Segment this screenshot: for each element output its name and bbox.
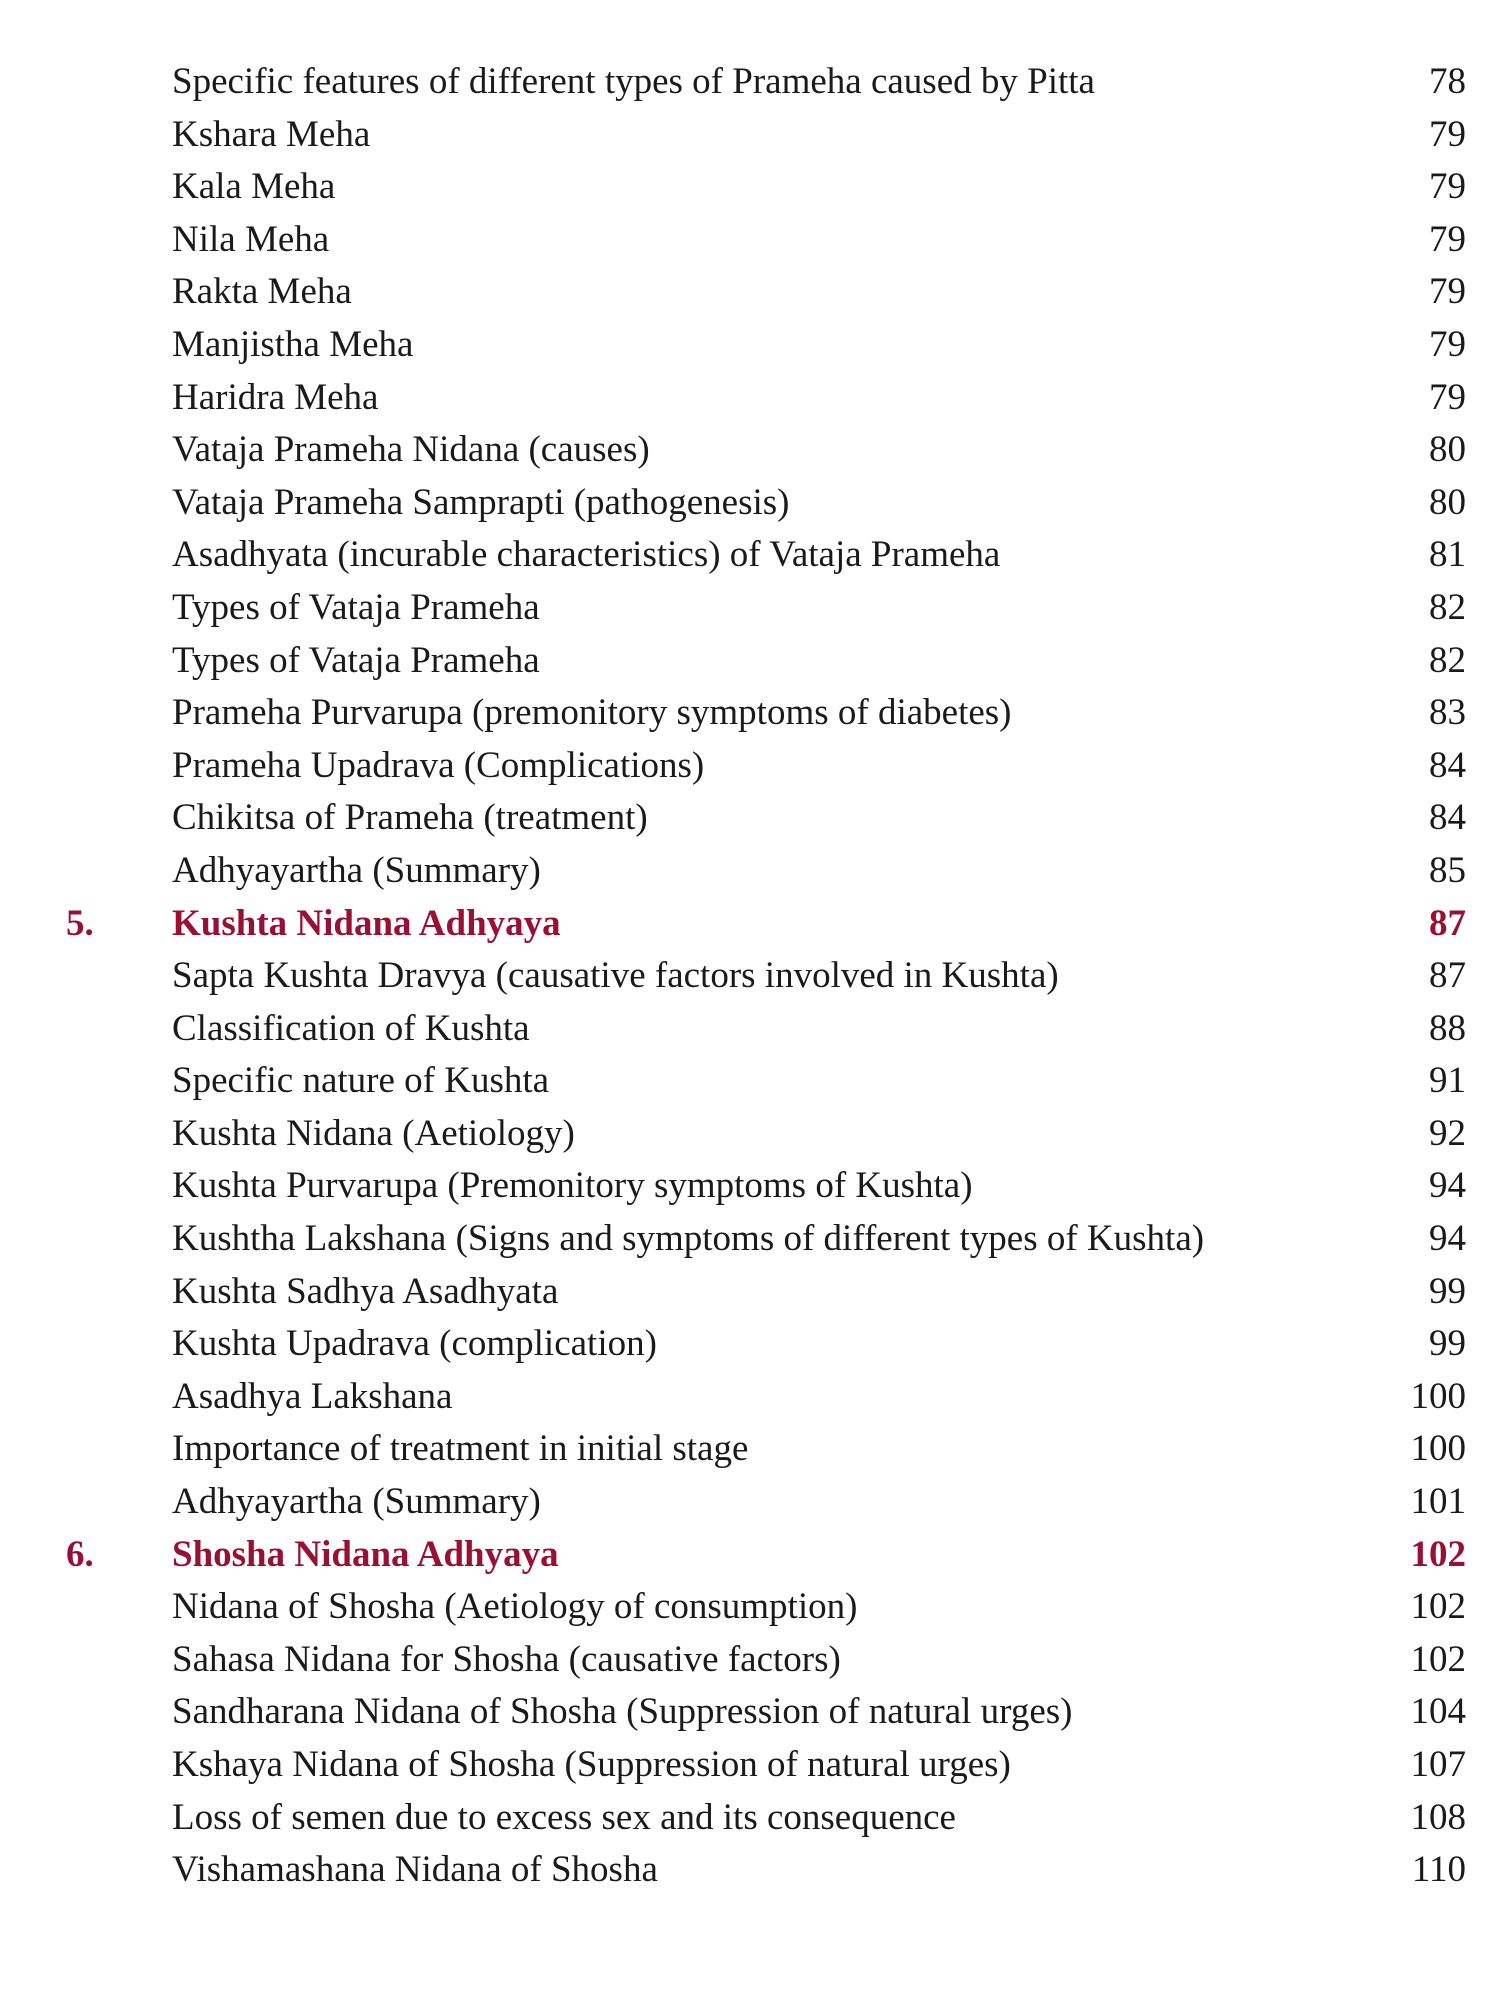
page-number: 87: [1429, 955, 1466, 997]
page-number: 78: [1429, 61, 1466, 102]
toc-entry-row: [0, 1371, 1500, 1424]
toc-entry-row: [0, 372, 1500, 425]
toc-entry-row: [0, 214, 1500, 267]
page-number: 91: [1429, 1060, 1466, 1102]
entry-title: Specific features of different types of Prameha caused by Pitta: [172, 61, 1095, 102]
entry-title: Sandharana Nidana of Shosha (Suppression of natural urges): [172, 1691, 1073, 1733]
toc-entry-row: [0, 845, 1500, 898]
page-number: 81: [1429, 534, 1466, 576]
toc-chapter-row: [0, 898, 1500, 951]
page-number: 84: [1429, 797, 1466, 839]
entry-title: Classification of Kushta: [172, 1007, 530, 1049]
toc-entry-row: [0, 1055, 1500, 1108]
toc-chapter-row: [0, 1529, 1500, 1582]
chapter-number: 6.: [66, 1533, 94, 1575]
entry-title: Importance of treatment in initial stage: [172, 1428, 749, 1470]
entry-title: Types of Vataja Prameha: [172, 586, 540, 628]
toc-entry-row: [0, 950, 1500, 1003]
entry-title: Kala Meha: [172, 166, 336, 208]
toc-entry-row: [0, 635, 1500, 688]
toc-entry-row: [0, 1003, 1500, 1056]
toc-entry-row: [0, 1108, 1500, 1161]
toc-entry-row: [0, 319, 1500, 372]
chapter-title: Shosha Nidana Adhyaya: [172, 1533, 559, 1575]
entry-title: Kushta Purvarupa (Premonitory symptoms of Kushta): [172, 1165, 973, 1207]
page-number: 79: [1429, 323, 1466, 365]
page-number: 80: [1429, 429, 1466, 471]
page-number: 79: [1429, 166, 1466, 208]
entry-title: Nidana of Shosha (Aetiology of consumption): [172, 1586, 858, 1628]
page-number: 88: [1429, 1007, 1466, 1049]
entry-title: Specific nature of Kushta: [172, 1060, 550, 1102]
entry-title: Sahasa Nidana for Shosha (causative factors): [172, 1638, 841, 1680]
toc-entry-row: [0, 582, 1500, 635]
page-number: 79: [1429, 113, 1466, 155]
page-number: 87: [1429, 902, 1466, 944]
toc-entry-row: [0, 56, 1500, 109]
toc-entry-row: [0, 1423, 1500, 1476]
toc-entry-row: [0, 1160, 1500, 1213]
entry-title: Rakta Meha: [172, 271, 352, 313]
page-number: 79: [1429, 271, 1466, 313]
toc-entry-row: [0, 1739, 1500, 1792]
entry-title: Asadhyata (incurable characteristics) of Vataja Prameha: [172, 534, 1001, 576]
page-number: 79: [1429, 218, 1466, 260]
toc-entry-row: [0, 477, 1500, 530]
page-number: 99: [1429, 1270, 1466, 1312]
entry-title: Kshaya Nidana of Shosha (Suppression of natural urges): [172, 1744, 1011, 1785]
entry-title: Haridra Meha: [172, 376, 379, 418]
toc-entry-row: [0, 687, 1500, 740]
page-number: 83: [1429, 692, 1466, 734]
page-number: 100: [1410, 1428, 1466, 1470]
chapter-title: Kushta Nidana Adhyaya: [172, 902, 561, 944]
entry-title: Prameha Purvarupa (premonitory symptoms of diabetes): [172, 692, 1012, 734]
page-number: 94: [1429, 1218, 1466, 1260]
entry-title: Kushta Upadrava (complication): [172, 1323, 657, 1365]
entry-title: Loss of semen due to excess sex and its consequence: [172, 1796, 956, 1838]
toc-entry-row: [0, 1581, 1500, 1634]
entry-title: Chikitsa of Prameha (treatment): [172, 797, 648, 839]
page-number: 110: [1411, 1849, 1466, 1891]
page-number: 102: [1410, 1533, 1466, 1575]
toc-entry-row: [0, 109, 1500, 162]
entry-title: Kushta Sadhya Asadhyata: [172, 1270, 559, 1312]
toc-entry-row: [0, 1792, 1500, 1845]
page-number: 79: [1429, 376, 1466, 418]
page-number: 101: [1410, 1481, 1466, 1523]
toc-entry-row: [0, 792, 1500, 845]
entry-title: Vataja Prameha Nidana (causes): [172, 429, 650, 471]
entry-title: Vataja Prameha Samprapti (pathogenesis): [172, 481, 790, 523]
page-number: 102: [1410, 1586, 1466, 1628]
chapter-number: 5.: [66, 902, 94, 944]
toc-entry-row: [0, 424, 1500, 477]
entry-title: Asadhya Lakshana: [172, 1375, 453, 1417]
table-of-contents: [0, 56, 1500, 1897]
toc-entry-row: [0, 1266, 1500, 1319]
page-number: 99: [1429, 1323, 1466, 1365]
page-number: 92: [1429, 1112, 1466, 1154]
page-number: 107: [1410, 1744, 1466, 1785]
page-number: 94: [1429, 1165, 1466, 1207]
entry-title: Types of Vataja Prameha: [172, 639, 540, 681]
page-number: 80: [1429, 481, 1466, 523]
toc-entry-row: [0, 1476, 1500, 1529]
entry-title: Kshara Meha: [172, 113, 371, 155]
entry-title: Nila Meha: [172, 218, 330, 260]
toc-entry-row: [0, 266, 1500, 319]
toc-entry-row: [0, 1318, 1500, 1371]
page-number: 108: [1410, 1796, 1466, 1838]
entry-title: Manjistha Meha: [172, 323, 414, 365]
page-number: 84: [1429, 744, 1466, 786]
toc-entry-row: [0, 1213, 1500, 1266]
toc-entry-row: [0, 1634, 1500, 1687]
toc-entry-row: [0, 529, 1500, 582]
entry-title: Kushtha Lakshana (Signs and symptoms of different types of Kushta): [172, 1218, 1205, 1260]
toc-entry-row: [0, 1844, 1500, 1897]
entry-title: Vishamashana Nidana of Shosha: [172, 1849, 658, 1891]
toc-entry-row: [0, 1686, 1500, 1739]
page-number: 85: [1429, 849, 1466, 891]
entry-title: Prameha Upadrava (Complications): [172, 744, 705, 786]
page-number: 104: [1410, 1691, 1466, 1733]
toc-entry-row: [0, 740, 1500, 793]
page-number: 100: [1410, 1375, 1466, 1417]
entry-title: Adhyayartha (Summary): [172, 1481, 541, 1523]
toc-entry-row: [0, 161, 1500, 214]
page-number: 82: [1429, 639, 1466, 681]
entry-title: Sapta Kushta Dravya (causative factors involved in Kushta): [172, 955, 1059, 997]
page-number: 102: [1410, 1638, 1466, 1680]
page-number: 82: [1429, 586, 1466, 628]
entry-title: Adhyayartha (Summary): [172, 849, 541, 891]
entry-title: Kushta Nidana (Aetiology): [172, 1112, 575, 1154]
